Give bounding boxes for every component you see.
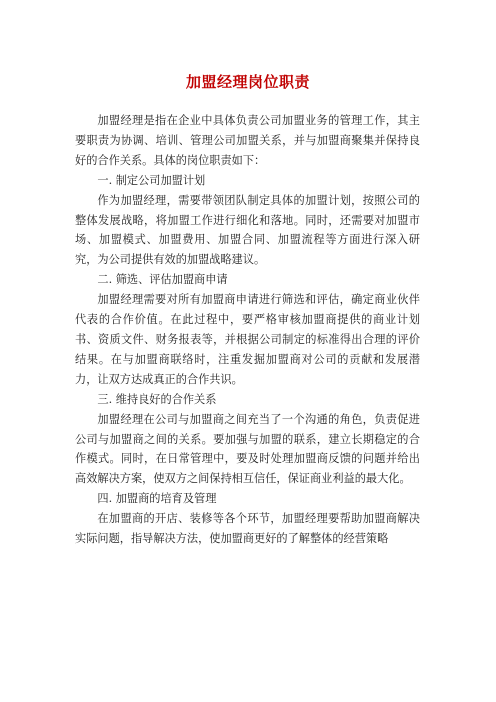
section-text-2: 加盟经理需要对所有加盟商申请进行筛选和评估，确定商业伙伴代表的合作价值。在此过程中，要严格审核加盟商提供的商业计划书、资质文件、财务报表等，并根据公司制定的标准得出合理的评价结果。在与加盟商联络时，注重发掘加盟商对公司的贡献和发展潜力，让双方达成真正的合作共识。 [75, 293, 420, 386]
section-heading-2: 二. 筛选、评估加盟商申请 [97, 273, 228, 287]
section-heading-1: 一. 制定公司加盟计划 [97, 173, 206, 187]
section-text-3: 加盟经理在公司与加盟商之间充当了一个沟通的角色，负责促进公司与加盟商之间的关系。要加强与加盟的联系，建立长期稳定的合作模式。同时，在日常管理中，要及时处理加盟商反馈的问题并给出高效解决方案，使双方之间保持相互信任，保证商业利益的最大化。 [75, 412, 420, 486]
section-text-1: 作为加盟经理，需要带领团队制定具体的加盟计划，按照公司的整体发展战略，将加盟工作进行细化和落地。同时，还需要对加盟市场、加盟模式、加盟费用、加盟合同、加盟流程等方面进行深入研究，为公司提供有效的加盟战略建议。 [75, 193, 420, 267]
intro-paragraph: 加盟经理是指在企业中具体负责公司加盟业务的管理工作，其主要职责为协调、培训、管理公司加盟关系，并与加盟商聚集并保持良好的合作关系。具体的岗位职责如下： [75, 114, 420, 167]
section-heading-3: 三. 维持良好的合作关系 [97, 392, 217, 406]
section-text-4: 在加盟商的开店、装修等各个环节，加盟经理要帮助加盟商解决实际问题，指导解决方法，使加盟商更好的了解整体的经营策略 [75, 512, 420, 546]
document-body [75, 111, 420, 549]
document-title: 加盟经理岗位职责 [185, 73, 310, 91]
section-heading-4: 四. 加盟商的培育及管理 [97, 492, 217, 506]
